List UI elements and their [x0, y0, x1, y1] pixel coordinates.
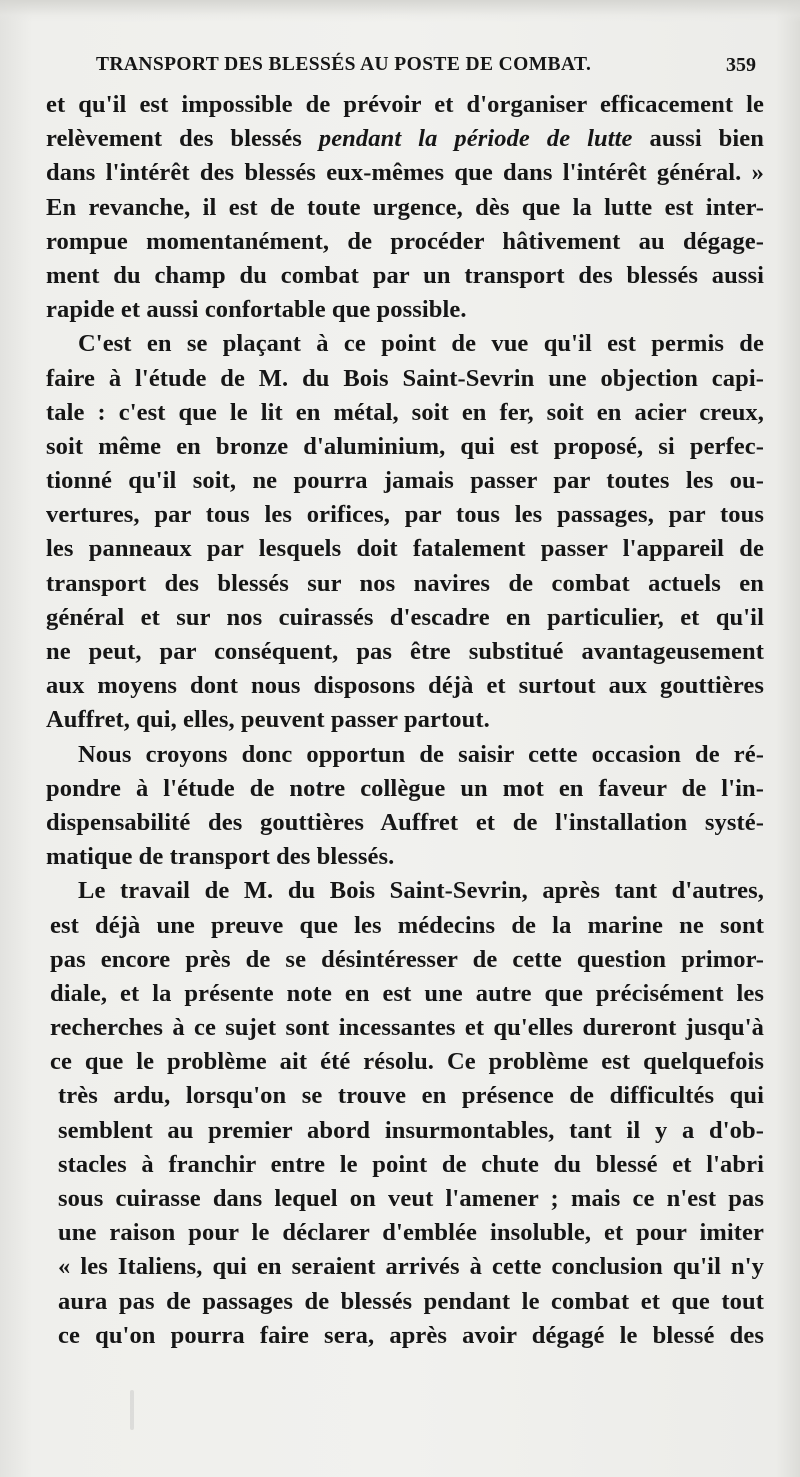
text-line: soit même en bronze d'aluminium, qui est proposé, si perfec- [46, 432, 764, 460]
text-line: ce que le problème ait été résolu. Ce problème est quelquefois [50, 1048, 764, 1076]
text-line: tionné qu'il soit, ne pourra jamais passer par toutes les ou- [46, 467, 764, 495]
text-line: Nous croyons donc opportun de saisir cette occasion de ré- [78, 740, 764, 768]
text-line: les panneaux par lesquels doit fatalement passer l'appareil de [46, 535, 764, 563]
text-line: très ardu, lorsqu'on se trouve en présence de difficultés qui [58, 1082, 764, 1110]
text-line: pondre à l'étude de notre collègue un mot en faveur de l'in- [46, 774, 764, 802]
text-line: En revanche, il est de toute urgence, dès que la lutte est inter- [46, 193, 764, 221]
text-line: ne peut, par conséquent, pas être substitué avantageusement [46, 638, 764, 665]
text-line: Le travail de M. du Bois Saint-Sevrin, après tant d'autres, [78, 877, 764, 905]
text-line: dans l'intérêt des blessés eux-mêmes que dans l'intérêt général. » [46, 159, 764, 187]
page-top-edge [0, 0, 800, 22]
text-line [46, 122, 764, 156]
text-line: semblent au premier abord insurmontables, tant il y a d'ob- [58, 1116, 764, 1144]
text-line: rompue momentanément, de procéder hâtivement au dégage- [46, 227, 764, 255]
text-line: tale : c'est que le lit en métal, soit en fer, soit en acier creux, [46, 398, 764, 426]
text-line: C'est en se plaçant à ce point de vue qu'il est permis de [78, 330, 764, 358]
text-line: Auffret, qui, elles, peuvent passer partout. [46, 706, 490, 734]
text-line: matique de transport des blessés. [46, 843, 395, 871]
text-line: ce qu'on pourra faire sera, après avoir dégagé le blessé des [58, 1321, 764, 1349]
text-line: recherches à ce sujet sont incessantes et qu'elles dureront jusqu'à [50, 1014, 764, 1042]
text-line: dispensabilité des gouttières Auffret et de l'installation systé- [46, 808, 764, 836]
italic-phrase: pendant la période de lutte [318, 125, 633, 153]
text-line: aura pas de passages de blessés pendant le combat et que tout [58, 1287, 764, 1315]
page-number: 359 [726, 54, 756, 76]
text-line: une raison pour le déclarer d'emblée insoluble, et pour imiter [58, 1219, 764, 1247]
text-line: sous cuirasse dans lequel on veut l'amener ; mais ce n'est pas [58, 1185, 764, 1212]
body-text [46, 88, 764, 1353]
text-line: ment du champ du combat par un transport des blessés aussi [46, 261, 764, 289]
text-line: et qu'il est impossible de prévoir et d'organiser efficacement le [46, 91, 764, 118]
text-line: faire à l'étude de M. du Bois Saint-Sevrin une objection capi- [46, 364, 764, 392]
text-line: « les Italiens, qui en seraient arrivés à cette conclusion qu'il n'y [58, 1253, 764, 1281]
text-line: rapide et aussi confortable que possible. [46, 296, 467, 324]
text-line: vertures, par tous les orifices, par tous les passages, par tous [46, 501, 764, 529]
text-line: diale, et la présente note en est une autre que précisément les [50, 979, 764, 1007]
text-segment: relèvement des blessés [46, 125, 302, 153]
running-head [96, 54, 756, 84]
text-line: aux moyens dont nous disposons déjà et surtout aux gouttières [46, 672, 764, 700]
text-line: général et sur nos cuirassés d'escadre en particulier, et qu'il [46, 603, 764, 631]
text-segment: aussi bien [649, 125, 765, 153]
running-title: TRANSPORT DES BLESSÉS AU POSTE DE COMBAT. [96, 54, 592, 75]
scan-smudge [130, 1390, 134, 1430]
text-line: stacles à franchir entre le point de chute du blessé et l'abri [58, 1150, 764, 1178]
text-line: pas encore près de se désintéresser de cette question primor- [50, 945, 764, 973]
text-line: est déjà une preuve que les médecins de la marine ne sont [50, 911, 764, 939]
text-line: transport des blessés sur nos navires de combat actuels en [46, 569, 764, 597]
